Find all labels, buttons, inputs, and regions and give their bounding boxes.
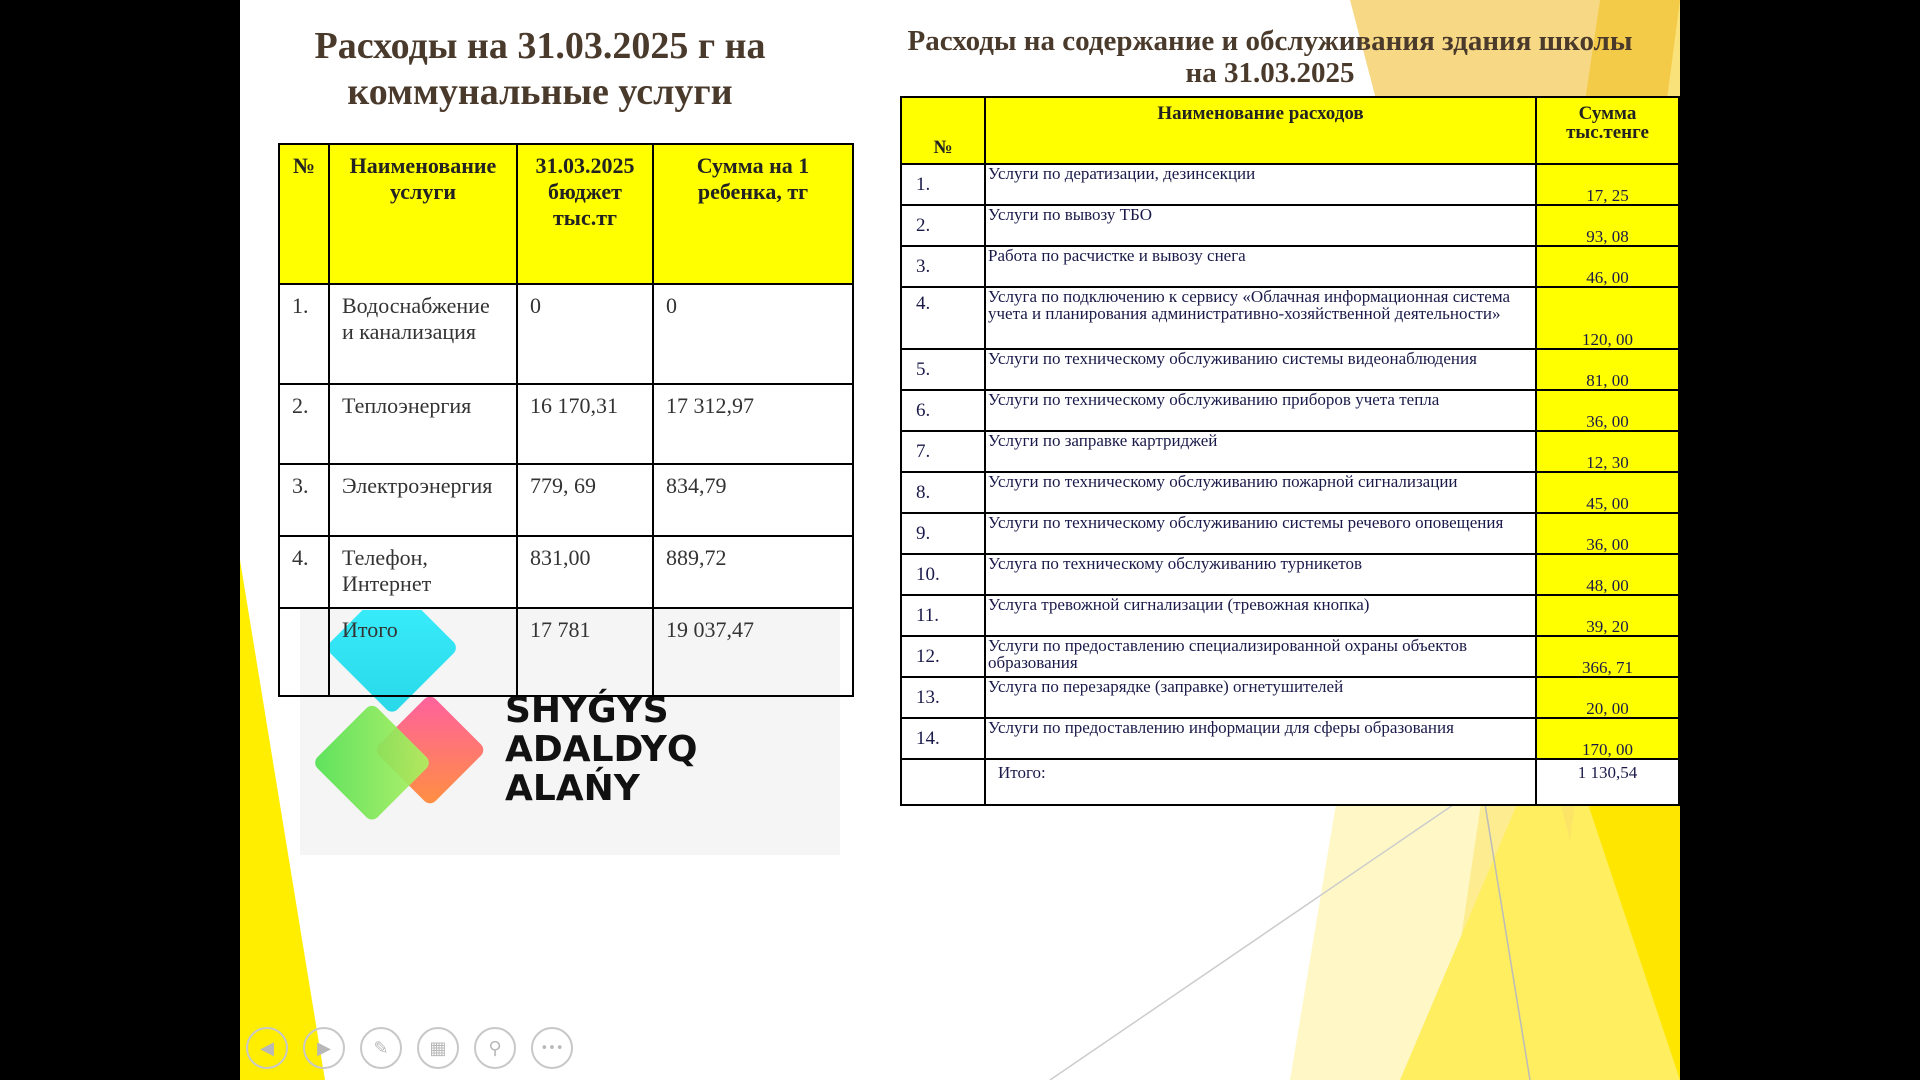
row-budget: 779, 69 xyxy=(517,464,653,536)
table-row xyxy=(279,536,853,608)
row-number: 6. xyxy=(901,390,985,431)
row-budget: 831,00 xyxy=(517,536,653,608)
total-number xyxy=(901,759,985,805)
row-name: Водоснабжение и канализация xyxy=(329,284,517,384)
table-row xyxy=(901,554,1679,595)
logo-line-2: ADALDYQ ALAŃY xyxy=(505,728,698,809)
row-number: 9. xyxy=(901,513,985,554)
row-sum: 170, 00 xyxy=(1536,718,1679,759)
row-name: Работа по расчистке и вывозу снега xyxy=(985,246,1536,287)
table-row xyxy=(901,431,1679,472)
table-row xyxy=(901,164,1679,205)
table-row xyxy=(279,384,853,464)
row-number: 12. xyxy=(901,636,985,677)
row-name: Теплоэнергия xyxy=(329,384,517,464)
total-row xyxy=(901,759,1679,805)
row-name: Услуги по техническому обслуживанию системы речевого оповещения xyxy=(985,513,1536,554)
table-header-row xyxy=(901,97,1679,164)
row-sum: 48, 00 xyxy=(1536,554,1679,595)
row-name: Услуги по дератизации, дезинсекции xyxy=(985,164,1536,205)
next-icon[interactable]: ▶ xyxy=(303,1027,345,1069)
row-name: Услуга тревожной сигнализации (тревожная кнопка) xyxy=(985,595,1536,636)
row-per-child: 17 312,97 xyxy=(653,384,853,464)
table-row xyxy=(901,472,1679,513)
col-name-header: Наименование услуги xyxy=(329,144,517,284)
row-number: 10. xyxy=(901,554,985,595)
row-name: Услуга по подключению к сервису «Облачная информационная система учета и планирования административно-хозяйственной деятельности» xyxy=(985,287,1536,349)
slide xyxy=(240,0,1680,1080)
col-sum-header: Сумма тыс.тенге xyxy=(1536,97,1679,164)
row-name: Услуги по техническому обслуживанию системы видеонаблюдения xyxy=(985,349,1536,390)
table-row xyxy=(279,284,853,384)
prev-icon[interactable]: ◀ xyxy=(246,1027,288,1069)
left-title: Расходы на 31.03.2025 г на коммунальные услуги xyxy=(314,25,766,113)
table-row xyxy=(901,390,1679,431)
row-number: 5. xyxy=(901,349,985,390)
table-row xyxy=(901,595,1679,636)
table-row xyxy=(901,636,1679,677)
row-name: Услуги по техническому обслуживанию приборов учета тепла xyxy=(985,390,1536,431)
col-number-header: № xyxy=(279,144,329,284)
row-sum: 366, 71 xyxy=(1536,636,1679,677)
table-row xyxy=(901,349,1679,390)
row-sum: 120, 00 xyxy=(1536,287,1679,349)
row-number: 8. xyxy=(901,472,985,513)
row-budget: 16 170,31 xyxy=(517,384,653,464)
row-number: 2. xyxy=(901,205,985,246)
row-number: 11. xyxy=(901,595,985,636)
row-name: Телефон, Интернет xyxy=(329,536,517,608)
zoom-icon[interactable]: ⚲ xyxy=(474,1027,516,1069)
total-number xyxy=(279,608,329,696)
total-per-child: 19 037,47 xyxy=(653,608,853,696)
col-per-child-header: Сумма на 1 ребенка, тг xyxy=(653,144,853,284)
row-sum: 39, 20 xyxy=(1536,595,1679,636)
table-row xyxy=(901,205,1679,246)
row-number: 3. xyxy=(279,464,329,536)
row-name: Электроэнергия xyxy=(329,464,517,536)
row-sum: 36, 00 xyxy=(1536,513,1679,554)
table-row xyxy=(901,287,1679,349)
row-number: 4. xyxy=(901,287,985,349)
row-sum: 81, 00 xyxy=(1536,349,1679,390)
row-number: 14. xyxy=(901,718,985,759)
table-row xyxy=(901,513,1679,554)
row-sum: 46, 00 xyxy=(1536,246,1679,287)
row-sum: 93, 08 xyxy=(1536,205,1679,246)
utilities-table xyxy=(278,143,854,697)
table-row xyxy=(901,718,1679,759)
row-sum: 12, 30 xyxy=(1536,431,1679,472)
slides-icon[interactable]: ▦ xyxy=(417,1027,459,1069)
right-title: Расходы на содержание и обслуживания здания школы на 31.03.2025 xyxy=(907,25,1633,89)
row-name: Услуга по перезарядке (заправке) огнетушителей xyxy=(985,677,1536,718)
row-name: Услуги по предоставлению информации для сферы образования xyxy=(985,718,1536,759)
total-budget: 17 781 xyxy=(517,608,653,696)
row-sum: 36, 00 xyxy=(1536,390,1679,431)
pen-icon[interactable]: ✎ xyxy=(360,1027,402,1069)
col-name-header: Наименование расходов xyxy=(985,97,1536,164)
col-number-header: № xyxy=(901,97,985,164)
row-sum: 17, 25 xyxy=(1536,164,1679,205)
row-name: Услуги по заправке картриджей xyxy=(985,431,1536,472)
row-budget: 0 xyxy=(517,284,653,384)
row-name: Услуги по техническому обслуживанию пожарной сигнализации xyxy=(985,472,1536,513)
table-row xyxy=(901,246,1679,287)
row-sum: 45, 00 xyxy=(1536,472,1679,513)
row-number: 3. xyxy=(901,246,985,287)
total-row xyxy=(279,608,853,696)
total-label: Итого xyxy=(329,608,517,696)
services-table xyxy=(900,96,1680,806)
row-number: 2. xyxy=(279,384,329,464)
row-number: 4. xyxy=(279,536,329,608)
more-icon[interactable]: ••• xyxy=(531,1027,573,1069)
table-row xyxy=(279,464,853,536)
row-per-child: 0 xyxy=(653,284,853,384)
total-sum: 1 130,54 xyxy=(1536,759,1679,805)
table-header-row xyxy=(279,144,853,284)
row-per-child: 889,72 xyxy=(653,536,853,608)
row-per-child: 834,79 xyxy=(653,464,853,536)
row-name: Услуги по предоставлению специализированной охраны объектов образования xyxy=(985,636,1536,677)
row-sum: 20, 00 xyxy=(1536,677,1679,718)
logo-text xyxy=(505,692,840,809)
table-row xyxy=(901,677,1679,718)
row-number: 13. xyxy=(901,677,985,718)
row-number: 1. xyxy=(901,164,985,205)
row-name: Услуги по вывозу ТБО xyxy=(985,205,1536,246)
col-budget-header: 31.03.2025 бюджет тыс.тг xyxy=(517,144,653,284)
row-number: 1. xyxy=(279,284,329,384)
total-label: Итого: xyxy=(985,759,1536,805)
row-name: Услуга по техническому обслуживанию турникетов xyxy=(985,554,1536,595)
logo-line-1: SHYǴYS xyxy=(505,690,669,731)
row-number: 7. xyxy=(901,431,985,472)
